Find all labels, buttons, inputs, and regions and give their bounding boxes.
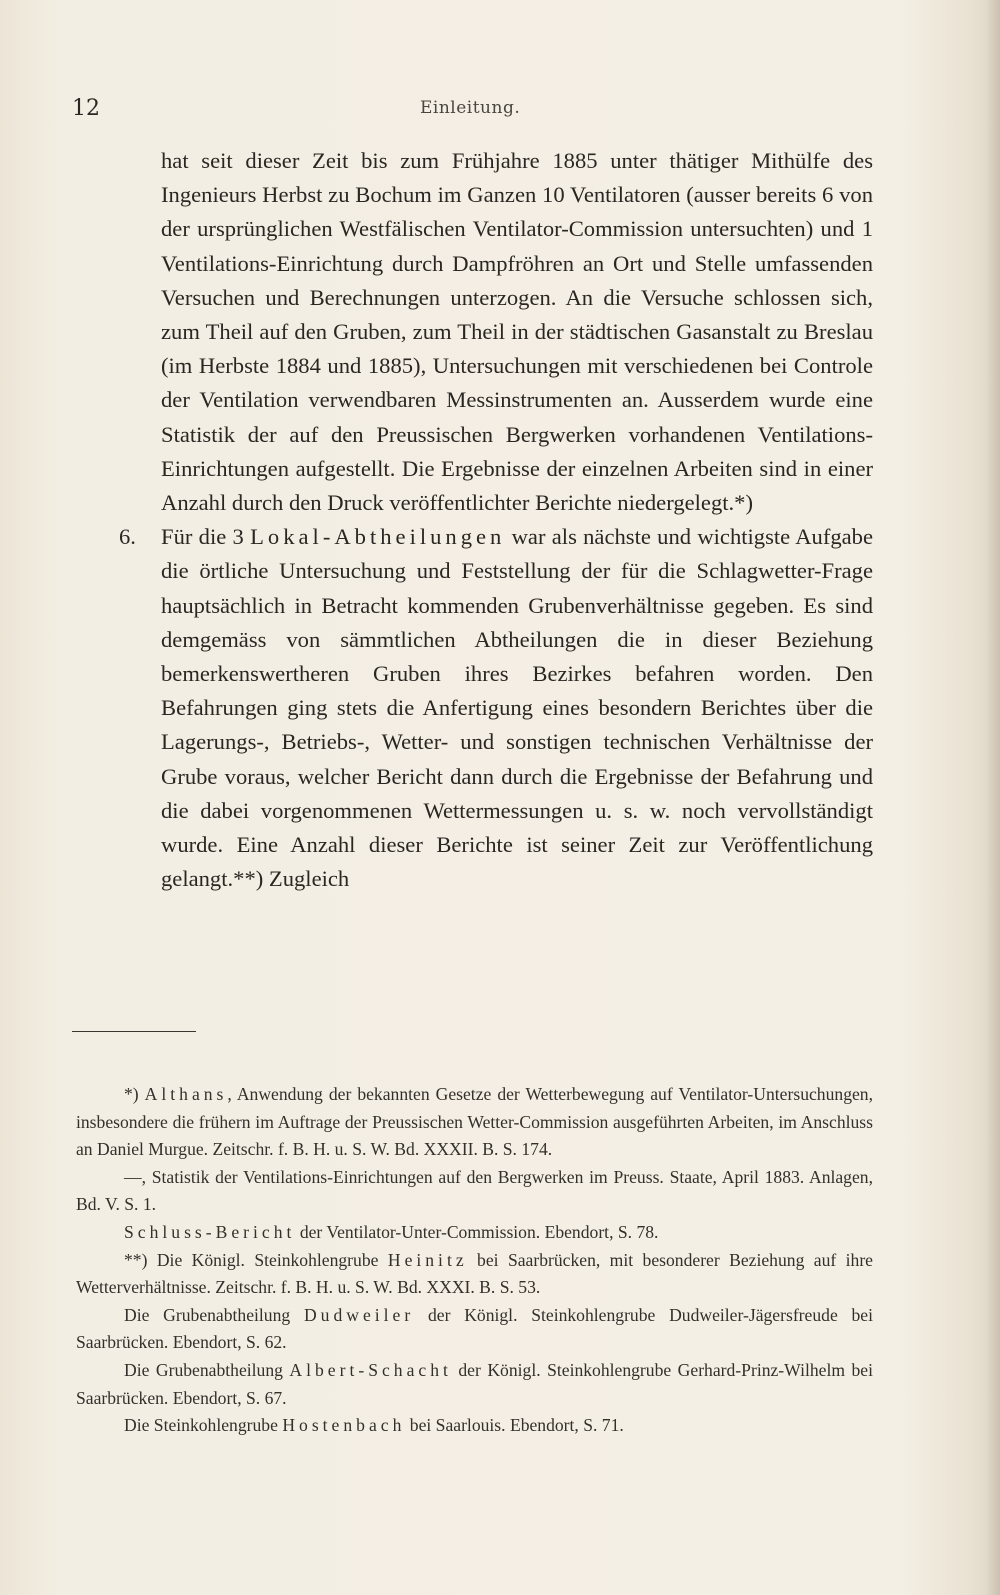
footnote [76, 1302, 873, 1357]
footnote-author: Althans [144, 1084, 228, 1104]
footnotes [76, 1081, 873, 1440]
footnote [76, 1164, 873, 1219]
footnote-text: bei Saarbrücken, mit besonderer Beziehung auf ihre Wetterverhältnisse. Zeitschr. f. B. H. u. S. W. Bd. XXXI. B. S. 53. [76, 1249, 873, 1298]
footnote-mine-name: Hostenbach [282, 1415, 406, 1436]
footnote-text: , Anwendung der bekannten Gesetze der Wetterbewegung auf Ventilator-Untersuchungen, insbesondere die frühern im Auftrage der Preussischen Wetter-Commission ausgeführten Arbeiten, im Anschluss an Daniel Murgue. Zeitschr. f. B. H. u. S. W. Bd. XXXII. B. S. 174. [76, 1084, 873, 1160]
footnote-text: *) [124, 1084, 145, 1104]
footnote-mine-name: Albert-Schacht [289, 1359, 452, 1380]
page-header [72, 96, 872, 126]
footnote [76, 1219, 873, 1247]
footnote-text: der Ventilator-Unter-Commission. Ebendort, S. 78. [295, 1221, 659, 1242]
footnote-text: Die Grubenabtheilung [124, 1304, 304, 1325]
footnote-mine-name: Heinitz [387, 1249, 468, 1270]
footnote [76, 1081, 873, 1164]
footnote-text: **) Die Königl. Steinkohlengrube [124, 1249, 388, 1270]
footnote [76, 1412, 873, 1440]
footnote-text: der Königl. Steinkohlengrube Gerhard-Prinz-Wilhelm bei Saarbrücken. Ebendort, S. 67. [76, 1359, 873, 1408]
paragraph-continued: hat seit dieser Zeit bis zum Frühjahre 1885 unter thätiger Mithülfe des Ingenieurs Herbst zu Bochum im Ganzen 10 Ventilatoren (ausser bereits 6 von der ursprünglichen Westfälischen Ventilator-Commission untersuchten) und 1 Ventilations-Einrichtung durch Dampfröhren an Ort und Stelle umfassenden Versuchen und Berechnungen unterzogen. An die Versuche schlossen sich, zum Theil auf den Gruben, zum Theil in der städtischen Gasanstalt zu Breslau (im Herbste 1884 und 1885), Untersuchungen mit verschiedenen bei Controle der Ventilation verwendbaren Messinstrumenten an. Ausserdem wurde eine Statistik der auf den Preussischen Bergwerken vorhandenen Ventilations-Einrichtungen aufgestellt. Die Ergebnisse der einzelnen Arbeiten sind in einer Anzahl durch den Druck veröffentlichter Berichte niedergelegt.*) [161, 148, 873, 516]
page-number: 12 [72, 96, 100, 121]
footnote-text: Die Grubenabtheilung [124, 1359, 290, 1380]
footnote-rule [72, 1031, 196, 1032]
paragraph-6 [119, 520, 874, 896]
footnote [76, 1247, 873, 1302]
footnote-text: —, Statistik der Ventilations-Einrichtungen auf den Bergwerken im Preuss. Staate, April 1883. Anlagen, Bd. V. S. 1. [76, 1166, 873, 1215]
footnote-text: Die Steinkohlengrube [124, 1415, 283, 1436]
paragraph-6-lead: Für die 3 [161, 524, 251, 550]
footnote-mine-name: Dudweiler [303, 1304, 415, 1325]
running-head: Einleitung. [420, 98, 521, 118]
footnote [76, 1357, 873, 1412]
page-edge-shadow [986, 0, 1000, 1595]
footnote-text: bei Saarlouis. Ebendort, S. 71. [405, 1415, 624, 1436]
paragraph-6-text: war als nächste und wichtigste Aufgabe die örtliche Untersuchung und Feststellung der für die Schlagwetter-Frage hauptsächlich in Betracht kommenden Grubenverhältnisse gegeben. Es sind demgemäss von sämmtlichen Abtheilungen die in dieser Beziehung bemerkenswertheren Gruben ihres Bezirkes befahren worden. Den Befahrungen ging stets die Anfertigung eines besondern Berichtes über die Lagerungs-, Betriebs-, Wetter- und sonstigen technischen Verhältnisse der Grube voraus, welcher Bericht dann durch die Ergebnisse der Befahrung und die dabei vorgenommenen Wettermessungen u. s. w. noch vervollständigt wurde. Eine Anzahl dieser Berichte ist seiner Zeit zur Veröffentlichung gelangt.**) Zugleich [161, 524, 874, 892]
emphasis-lokal-abtheilungen: Lokal-Abtheilungen [250, 524, 506, 550]
main-text [119, 144, 874, 896]
footnote-text: der Königl. Steinkohlengrube Dudweiler-Jägersfreude bei Saarbrücken. Ebendort, S. 62. [76, 1304, 873, 1353]
paragraph-number: 6. [119, 524, 136, 550]
footnote-title: Schluss-Bericht [124, 1221, 296, 1242]
